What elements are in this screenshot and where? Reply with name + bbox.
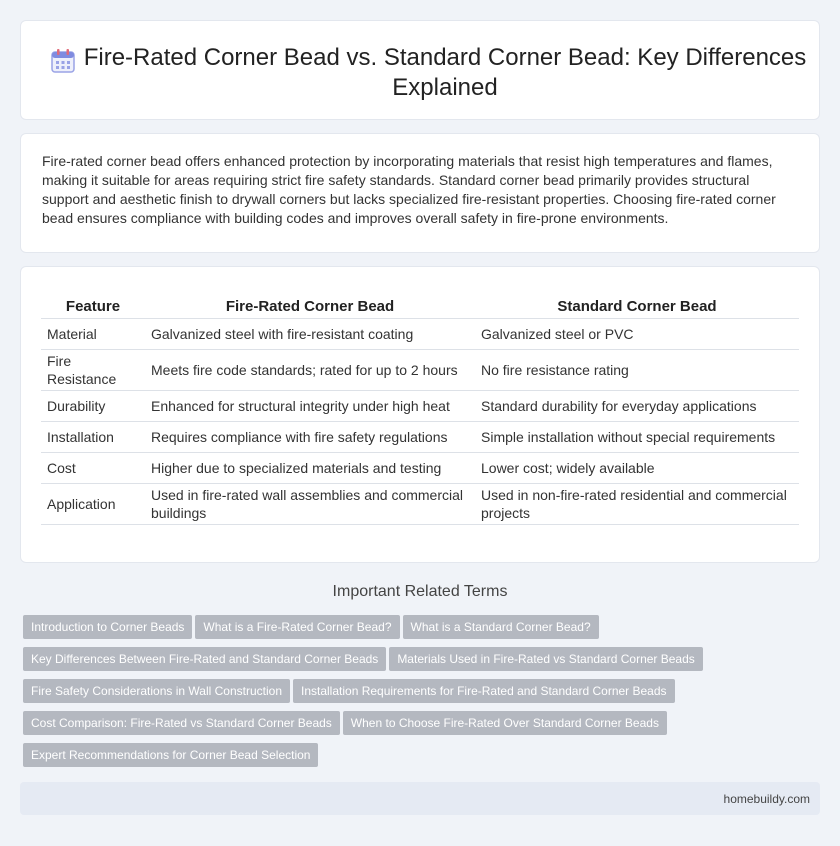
table-cell: Durability — [41, 391, 145, 422]
comparison-table — [41, 294, 799, 525]
table-cell: No fire resistance rating — [475, 350, 799, 391]
table-cell: Lower cost; widely available — [475, 453, 799, 484]
table-row — [41, 422, 799, 453]
table-row — [41, 319, 799, 350]
related-term-tag[interactable]: When to Choose Fire-Rated Over Standard Corner Beads — [343, 711, 667, 735]
related-term-tag[interactable]: Cost Comparison: Fire-Rated vs Standard Corner Beads — [23, 711, 340, 735]
table-cell: Cost — [41, 453, 145, 484]
title-card — [20, 20, 820, 120]
related-term-tag[interactable]: What is a Standard Corner Bead? — [403, 615, 599, 639]
table-header-row — [41, 294, 799, 319]
footer — [20, 782, 820, 815]
intro-paragraph: Fire-rated corner bead offers enhanced protection by incorporating materials that resist high temperatures and flames, making it suitable for areas requiring strict fire safety standards. Standard corner bead primarily provides structural support and aesthetic finish to drywall corners but lacks specialized fire-resistant properties. Choosing fire-rated corner bead ensures compliance with building codes and improves overall safety in fire-prone environments. — [42, 153, 776, 226]
related-terms-heading: Important Related Terms — [332, 583, 508, 600]
table-row — [41, 484, 799, 525]
related-term-tag[interactable]: Introduction to Corner Beads — [23, 615, 192, 639]
table-cell: Meets fire code standards; rated for up to 2 hours — [145, 350, 475, 391]
column-header: Feature — [41, 294, 145, 319]
related-term-tag[interactable]: Key Differences Between Fire-Rated and Standard Corner Beads — [23, 647, 386, 671]
related-terms-list — [23, 615, 823, 775]
table-cell: Application — [41, 484, 145, 525]
table-cell: Fire Resistance — [41, 350, 145, 391]
site-link[interactable]: homebuildy.com — [723, 792, 810, 806]
table-cell: Used in fire-rated wall assemblies and commercial buildings — [145, 484, 475, 525]
table-cell: Standard durability for everyday applications — [475, 391, 799, 422]
table-cell: Used in non-fire-rated residential and commercial projects — [475, 484, 799, 525]
calendar-icon — [49, 47, 77, 75]
related-term-tag[interactable]: Installation Requirements for Fire-Rated and Standard Corner Beads — [293, 679, 675, 703]
column-header: Fire-Rated Corner Bead — [145, 294, 475, 319]
intro-card — [20, 133, 820, 253]
table-cell: Enhanced for structural integrity under high heat — [145, 391, 475, 422]
page-title: Fire-Rated Corner Bead vs. Standard Corner Bead: Key Differences Explained — [83, 44, 807, 101]
related-term-tag[interactable]: What is a Fire-Rated Corner Bead? — [195, 615, 399, 639]
related-term-tag[interactable]: Materials Used in Fire-Rated vs Standard Corner Beads — [389, 647, 702, 671]
table-cell: Galvanized steel with fire-resistant coating — [145, 319, 475, 350]
table-row — [41, 391, 799, 422]
table-cell: Galvanized steel or PVC — [475, 319, 799, 350]
related-term-tag[interactable]: Fire Safety Considerations in Wall Construction — [23, 679, 290, 703]
table-row — [41, 453, 799, 484]
table-cell: Installation — [41, 422, 145, 453]
related-term-tag[interactable]: Expert Recommendations for Corner Bead Selection — [23, 743, 318, 767]
table-cell: Simple installation without special requirements — [475, 422, 799, 453]
table-cell: Material — [41, 319, 145, 350]
comparison-card — [20, 266, 820, 563]
table-row — [41, 350, 799, 391]
table-cell: Higher due to specialized materials and testing — [145, 453, 475, 484]
table-cell: Requires compliance with fire safety regulations — [145, 422, 475, 453]
column-header: Standard Corner Bead — [475, 294, 799, 319]
